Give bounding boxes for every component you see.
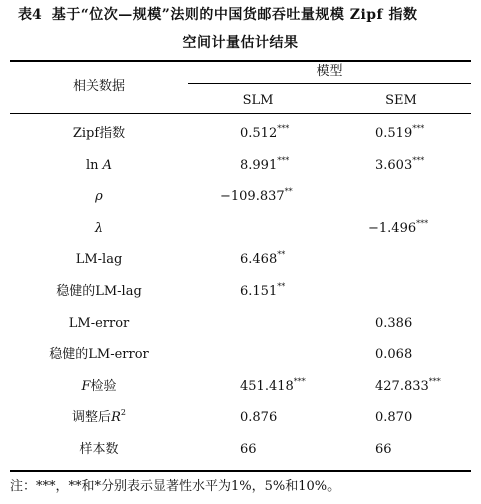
slm-significance: ** [277, 282, 286, 291]
table-title-line1: 基于“位次—规模”法则的中国货邮吞吐量规模 Zipf 指数 [51, 7, 418, 23]
slm-significance: ** [284, 187, 293, 197]
slm-number: 6.151 [240, 284, 278, 299]
row-label [10, 251, 188, 269]
row-label-symbol: ρ [95, 189, 103, 205]
row-label [10, 283, 188, 301]
sem-number: 3.603 [375, 157, 413, 173]
row-label [10, 378, 188, 396]
table-title-line2: 空间计量估计结果 [182, 35, 299, 51]
sem-significance: *** [428, 376, 441, 386]
sem-value [375, 441, 392, 459]
sem-value [375, 378, 441, 396]
row-label-prefix: 调整后 [72, 410, 112, 426]
slm-value [240, 409, 277, 427]
slm-significance: *** [277, 155, 290, 165]
row-label [10, 409, 188, 427]
sem-value [375, 346, 412, 364]
row-label-text: LM-lag [75, 252, 123, 268]
sem-value [375, 157, 424, 175]
table-label: 表4 [18, 7, 42, 23]
row-label [10, 188, 188, 206]
header-model: 模型 [316, 64, 343, 79]
row-label-text: 样本数 [79, 442, 119, 457]
slm-value [240, 378, 306, 396]
bottom-rule [10, 470, 471, 472]
slm-number: 66 [240, 442, 257, 457]
sem-number: 66 [375, 442, 392, 457]
slm-value [220, 188, 293, 206]
slm-significance: ** [277, 250, 286, 260]
row-label [10, 315, 188, 333]
sem-number: −1.496 [368, 220, 417, 236]
sem-significance: *** [412, 124, 425, 133]
row-label-suffix: 检验 [90, 378, 117, 394]
sem-value [375, 315, 412, 333]
row-label-prefix: ln [85, 157, 103, 173]
sem-significance: *** [412, 155, 425, 165]
row-label [10, 346, 188, 364]
row-label [10, 441, 188, 459]
slm-number: −109.837 [220, 189, 285, 205]
model-underline [188, 83, 471, 84]
row-label-symbol: λ [94, 220, 104, 236]
slm-significance: *** [293, 376, 306, 386]
table-note: 注：***，**和*分别表示显著性水平为1%，5%和10%。 [10, 479, 341, 494]
row-label-text: LM-error [68, 315, 130, 331]
row-label [10, 220, 188, 238]
sem-value [375, 409, 412, 427]
slm-value [240, 251, 285, 269]
slm-significance: *** [277, 124, 290, 133]
row-label-symbol: A [102, 157, 113, 173]
sem-value [375, 125, 424, 143]
slm-value [240, 125, 289, 143]
row-label-superscript: 2 [120, 408, 126, 418]
sem-number: 0.068 [375, 347, 413, 363]
slm-number: 8.991 [240, 157, 278, 173]
sem-value [368, 220, 428, 238]
row-label-symbol: R [111, 410, 121, 426]
sem-number: 427.833 [375, 378, 429, 394]
slm-value [240, 441, 257, 459]
slm-value [240, 157, 289, 175]
row-label [10, 157, 188, 175]
sem-number: 0.386 [375, 315, 413, 331]
slm-number: 0.512 [240, 126, 278, 141]
slm-number: 0.876 [240, 410, 278, 426]
slm-number: 6.468 [240, 252, 278, 268]
row-label-symbol: F [81, 378, 91, 394]
top-rule [10, 60, 471, 62]
header-slm: SLM [242, 93, 274, 108]
sem-number: 0.870 [375, 410, 413, 426]
row-label [10, 125, 188, 143]
slm-value [240, 283, 285, 301]
header-rule [10, 113, 471, 114]
row-label-text: Zipf指数 [72, 126, 126, 141]
row-label-text: 稳健的LM-lag [56, 284, 142, 299]
sem-significance: *** [416, 218, 429, 228]
slm-number: 451.418 [240, 378, 294, 394]
row-label-text: 稳健的LM-error [49, 347, 149, 363]
header-sem: SEM [385, 93, 417, 108]
header-related-data: 相关数据 [72, 79, 125, 94]
table-caption [0, 4, 481, 54]
sem-number: 0.519 [375, 126, 413, 141]
